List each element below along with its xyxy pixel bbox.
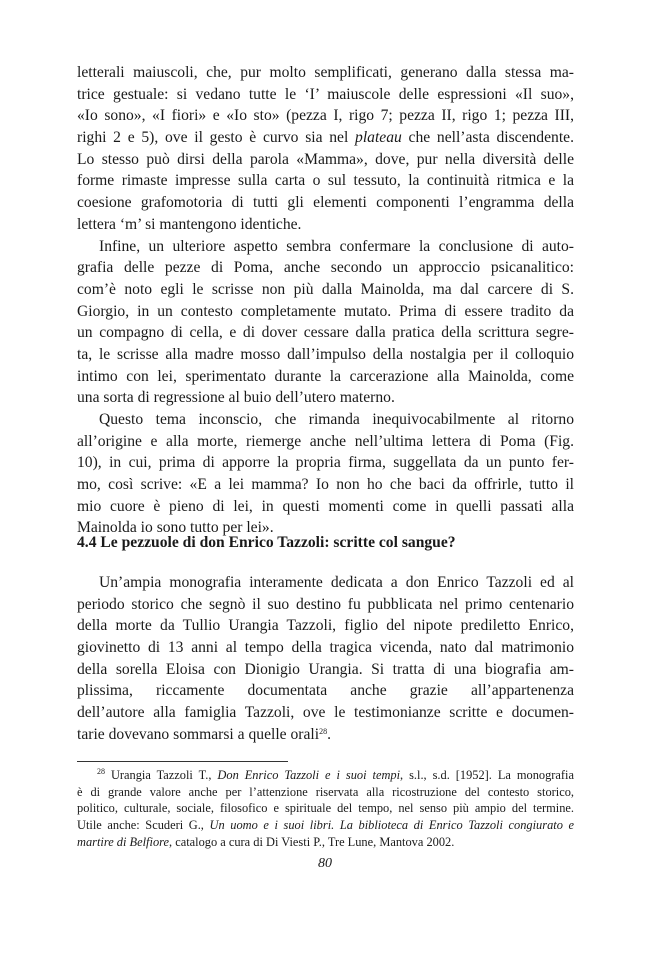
body-line bbox=[77, 496, 574, 518]
body-line bbox=[77, 214, 574, 236]
italic-text: Don Enrico Tazzoli e i suoi tempi bbox=[217, 768, 401, 782]
text-run: forme rimaste impresse sulla carta o sul tessuto, la continuità ritmica e la bbox=[77, 172, 574, 190]
body-line bbox=[77, 344, 574, 366]
text-run: tarie dovevano sommarsi a quelle orali bbox=[77, 725, 320, 743]
body-line bbox=[77, 236, 574, 258]
footnote-divider bbox=[77, 761, 288, 762]
italic-text: martire di Belfiore bbox=[77, 834, 169, 849]
body-text-top bbox=[77, 62, 574, 539]
text-run: all’origine e alla morte, riemerge anche nell’ultima lettera di Poma (Fig. bbox=[77, 432, 574, 450]
body-text-bottom bbox=[77, 572, 574, 746]
body-line bbox=[77, 149, 574, 171]
body-line bbox=[77, 127, 574, 149]
footnote-marker: 28 bbox=[97, 767, 105, 776]
text-run: dell’autore alla famiglia Tazzoli, ove le testimonianze scritte e documen- bbox=[77, 704, 574, 722]
text-run: plissima, riccamente documentata anche grazie all’appartenenza bbox=[77, 682, 574, 700]
footnote-line bbox=[77, 817, 574, 834]
body-line bbox=[77, 257, 574, 279]
text-run: Urangia Tazzoli T., bbox=[105, 768, 218, 782]
body-line bbox=[77, 724, 574, 746]
italic-text: Un uomo e i suoi libri. La biblioteca di Enrico Tazzoli congiurato e bbox=[209, 818, 574, 833]
text-run: Utile anche: Scuderi G., bbox=[77, 818, 210, 833]
text-run: Un’ampia monografia interamente dedicata a don Enrico Tazzoli ed al bbox=[99, 574, 574, 591]
text-run: una sorta di regressione al buio dell’utero materno. bbox=[77, 389, 395, 407]
text-run: trice gestuale: si vedano tutte le ‘I’ maiuscole delle espressioni «Il suo», bbox=[77, 85, 574, 103]
body-line bbox=[77, 366, 574, 388]
text-run: , s.l., s.d. [1952]. La monografia bbox=[400, 768, 574, 782]
body-line bbox=[77, 702, 574, 724]
text-run: un compagno di cella, e di dover cessare dalla pratica della scrittura segre- bbox=[77, 324, 574, 342]
text-run: com’è noto egli le scrisse non più dalla Mainolda, ma dal carcere di S. bbox=[77, 280, 574, 298]
body-line bbox=[77, 387, 574, 409]
text-run: 10), in cui, prima di apporre la propria firma, suggellata da un punto fer- bbox=[77, 454, 574, 472]
body-line bbox=[77, 680, 574, 702]
page-number: 80 bbox=[318, 856, 332, 871]
footnote-line bbox=[77, 834, 574, 851]
text-run: Questo tema inconscio, che rimanda inequivocabilmente al ritorno bbox=[99, 411, 574, 428]
text-run: lettera ‘m’ si mantengono identiche. bbox=[77, 215, 302, 233]
body-line bbox=[77, 431, 574, 453]
body-line bbox=[77, 452, 574, 474]
body-line bbox=[77, 84, 574, 106]
body-line bbox=[77, 409, 574, 431]
text-run: politico, culturale, sociale, filosofico e spirituale del tempo, nel senso più ampio del termine. bbox=[77, 801, 574, 816]
text-run: . bbox=[327, 725, 331, 743]
italic-text: plateau bbox=[355, 129, 402, 147]
body-line bbox=[77, 170, 574, 192]
text-run: periodo storico che segnò il suo destino fu pubblicata nel primo centenario bbox=[77, 595, 574, 613]
body-line bbox=[77, 615, 574, 637]
text-run: letterali maiuscoli, che, pur molto semplificati, generano dalla stessa ma- bbox=[77, 64, 574, 81]
footnote bbox=[77, 767, 574, 850]
text-run: è di grande valore anche per l’attenzione riservata alla ricostruzione del contesto storico, bbox=[77, 784, 574, 799]
body-line bbox=[77, 572, 574, 594]
text-run: che nell’asta discendente. bbox=[401, 129, 574, 147]
body-line bbox=[77, 62, 574, 84]
footnote-line bbox=[77, 767, 574, 784]
body-line bbox=[77, 301, 574, 323]
footnote-marker: 28 bbox=[319, 726, 328, 736]
text-run: mio cuore è pieno di lei, in questi momenti come in quelli passati alla bbox=[77, 497, 574, 515]
body-line bbox=[77, 594, 574, 616]
text-run: giovinetto di 13 anni al tempo della tragica vicenda, nato dal matrimonio bbox=[77, 639, 574, 657]
body-line bbox=[77, 105, 574, 127]
body-line bbox=[77, 192, 574, 214]
text-run: «Io sono», «I fiori» e «Io sto» (pezza I, rigo 7; pezza II, rigo 1; pezza III, bbox=[77, 107, 574, 125]
footnote-line bbox=[77, 784, 574, 801]
text-run: grafia delle pezze di Poma, anche secondo un approccio psicanalitico: bbox=[77, 259, 574, 277]
text-run: righi 2 e 5), ove il gesto è curvo sia nel bbox=[77, 129, 356, 147]
text-run: intimo con lei, sperimentato durante la carcerazione alla Mainolda, come bbox=[77, 367, 574, 385]
text-run: ta, le scrisse alla madre mosso dall’impulso della nostalgia per il colloquio bbox=[77, 345, 574, 363]
text-run: mo, così scrive: «E a lei mamma? Io non ho che baci da offrirle, tutto il bbox=[77, 476, 574, 494]
section-heading: 4.4 Le pezzuole di don Enrico Tazzoli: scritte col sangue? bbox=[77, 534, 456, 551]
text-run: della morte da Tullio Urangia Tazzoli, figlio del nipote prediletto Enrico, bbox=[77, 617, 574, 635]
body-line bbox=[77, 659, 574, 681]
text-run: Infine, un ulteriore aspetto sembra confermare la conclusione di auto- bbox=[99, 237, 574, 255]
text-run: Giorgio, in un contesto completamente mutato. Prima di essere tradito da bbox=[77, 302, 574, 320]
body-line bbox=[77, 279, 574, 301]
body-line bbox=[77, 474, 574, 496]
text-run: coesione grafomotoria di tutti gli elementi componenti l’engramma della bbox=[77, 194, 574, 212]
body-line bbox=[77, 322, 574, 344]
text-run: Lo stesso può dirsi della parola «Mamma», dove, pur nella diversità delle bbox=[77, 150, 574, 168]
text-run: della sorella Eloisa con Dionigio Urangia. Si tratta di una biografia am- bbox=[77, 660, 574, 678]
body-line bbox=[77, 637, 574, 659]
text-run: Mainolda io sono tutto per lei». bbox=[77, 519, 274, 537]
footnote-line bbox=[77, 800, 574, 817]
text-run: , catalogo a cura di Di Viesti P., Tre Lune, Mantova 2002. bbox=[169, 834, 455, 849]
